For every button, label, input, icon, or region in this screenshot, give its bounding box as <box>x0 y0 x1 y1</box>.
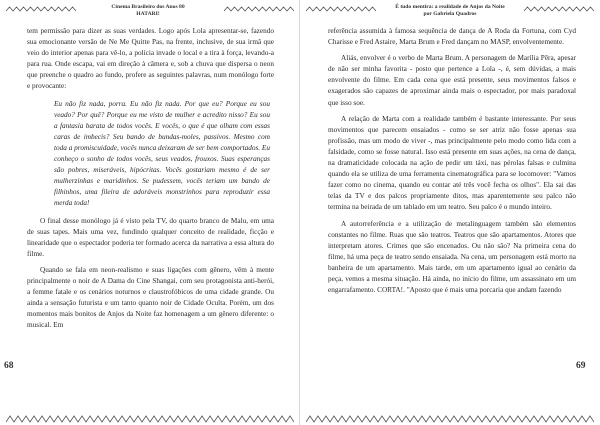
right-header-ornament-left <box>306 6 376 12</box>
paragraph: O final desse monólogo já é visto pela TV, do quarto branco de Malu, em uma de suas tapes. Mais uma vez, fundindo qualquer conceito de realidade, ficção e linearidade que o espectador poderia ter formado acerca da narrativa a essa altura do filme. <box>27 216 274 258</box>
paragraph: tem permissão para dizer as suas verdades. Logo após Lola apresentar-se, fazendo sua emocionante versão de Ne Me Quitte Pas, na frente, inclusive, de sua irmã que veio do interior apenas para vê-lo, a polícia invade o local e a tira à força, levando-a para rua. Onde escapa, vai em direção à câmera e, sob a chuva que dispersa o neon que preenche o quadro ao fundo, profere as seguintes palavras, num monólogo forte e provocante: <box>27 27 274 91</box>
bottom-ornament <box>6 415 294 423</box>
paragraph: Quando se fala em neon-realismo e suas ligações com gênero, vêm à mente principalmente o noir de A Dama do Cine Shangai, com seu protagonista anti-herói, a femme fatale e os cenários noturnos e claustrofóbicos de uma cidade grande. Ou ainda a sensação futurista e um tanto quanto noir de Cidade Oculta. Porém, um dos momentos mais bonitos de Anjos da Noite faz homenagem a um gênero diferente: o musical. Em <box>27 265 274 330</box>
bottom-ornament <box>306 415 594 423</box>
block-quote: Eu não fiz nada, porra. Eu não fiz nada. Por que eu? Porque eu sou veado? Por quê? Porque eu me visto de mulher e acredito nisso? Eu sou a fantasia barata de todos vocês. E vocês, o que é que olham com essas caras de imbecis? Seu bando de bundas-moles, passivos. Mesmo com toda a promiscuidade, vocês nunca deixaram de ser bem comportados. Eu conheço o sonho de todos vocês, seus veados, frouxos. Suas esperanças são pobres, miseráveis, hipócritas. Vocês gostariam mesmo é de ser mulherzinhas e maridinhos. Se pudessem, vocês teriam um bando de filhinhos, uma fileira de adoráveis monstrinhos para reproduzir essa merda toda! <box>54 99 270 208</box>
right-page-header <box>300 3 600 25</box>
left-page-header <box>0 3 300 25</box>
section-title: HATARI! <box>136 11 160 17</box>
left-header-ornament <box>6 6 76 12</box>
running-header <box>380 4 520 18</box>
page-number: 69 <box>576 361 586 371</box>
left-page-body <box>27 26 274 331</box>
right-header-ornament <box>524 6 594 12</box>
running-header <box>78 4 218 18</box>
right-page-body <box>328 26 576 296</box>
book-title: Cinema Brasileiro dos Anos 80 <box>111 4 185 10</box>
page-number: 68 <box>4 361 14 371</box>
author-line: por Gabriela Quadros <box>423 11 477 17</box>
paragraph: Aliás, envolver é o verbo de Marta Brum. A personagem de Marília Pêra, apesar de não ser minha favorita - posto que pertence a Lola -, é, sem dúvidas, a mais envolvente do filme. Em cada cena que está presente, seus movimentos falsos e exagerados são capazes de aproximar ainda mais o espectador, por mais paradoxal que isso soe. <box>328 54 576 107</box>
right-page <box>300 0 600 425</box>
left-header-ornament-right <box>224 6 294 12</box>
paragraph: A autorreferência e a utilização de metalinguagem também são elementos constantes no filme. Ruas que são teatros. Teatros que são apartamentos. Atores que interpretam atores. Crimes que são encenados. Ou não são? Na primeira cena do filme, há uma peça de teatro sendo ensaiada. Na cena, um personagem está morto na banheira de um apartamento. Mais tarde, em um apartamento igual ao cenário da peça, vemos a mesma situação. Há ainda, no início do filme, um assassinato em um engarrafamento. CORTA!. "Aposto que é mais uma porcaria que andam fazendo <box>328 219 576 295</box>
chapter-title: É tudo mentira: a realidade de Anjos da Noite <box>395 4 505 10</box>
paragraph: referência assumida à famosa sequência de dança de A Roda da Fortuna, com Cyd Charisse e Fred Astaire, Marta Brum e Fred dançam no MASP, envolventemente. <box>328 27 576 47</box>
paragraph: A relação de Marta com a realidade também é bastante interessante. Por seus movimentos que parecem ensaiados - como se ser atriz não fosse apenas sua profissão, mas um modo de viver -, mas principalmente pelo modo como lida com a falsidade, como se fosse natural. Isso está presente em suas ações, na cena de dança, na dramaticidade colocada na ação de pedir um táxi, nas pérolas falsas e culmina quando ela se utiliza de uma ferramenta cinematográfica para se locomover: "Vamos fazer como no cinema, quando eu contar até três você fecha os olhos". Ela sai das telas da TV e dos palcos propriamente ditos, mas aparentemente seu palco não termina na beirada de um tablado em um teatro. Seu palco é o mundo inteiro. <box>328 114 576 212</box>
